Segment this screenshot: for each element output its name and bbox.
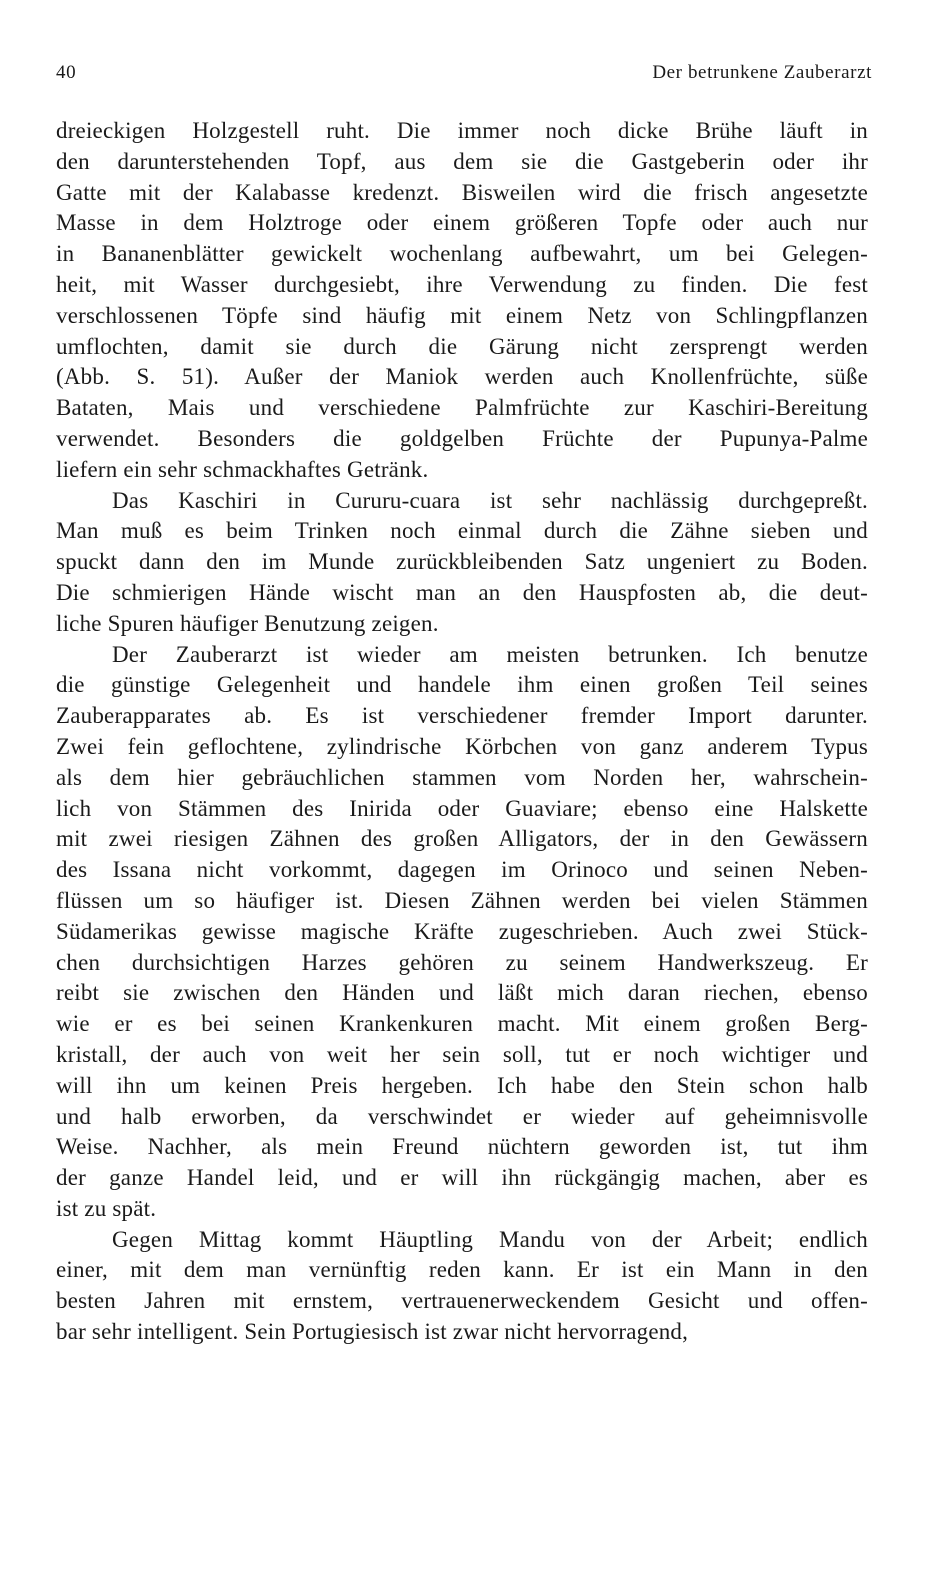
text-line: will ihn um keinen Preis hergeben. Ich habe den Stein schon halb	[56, 1072, 868, 1098]
text-line: (Abb. S. 51). Außer der Maniok werden auch Knollenfrüchte, süße	[56, 364, 868, 390]
text-line: kristall, der auch von weit her sein soll, tut er noch wichtiger und	[56, 1041, 868, 1067]
text-line: liefern ein sehr schmackhaftes Getränk.	[56, 456, 429, 482]
text-line: Gatte mit der Kalabasse kredenzt. Bisweilen wird die frisch angesetzte	[56, 179, 868, 205]
paragraph	[56, 1225, 868, 1348]
text-line: Zwei fein geflochtene, zylindrische Körbchen von ganz anderem Typus	[56, 733, 868, 759]
text-line: spuckt dann den im Munde zurückbleibenden Satz ungeniert zu Boden.	[56, 549, 868, 575]
text-line: die günstige Gelegenheit und handele ihm einen großen Teil seines	[56, 672, 868, 698]
running-head	[56, 62, 872, 88]
text-line: Südamerikas gewisse magische Kräfte zugeschrieben. Auch zwei Stück-	[56, 918, 868, 944]
paragraph	[56, 116, 868, 486]
text-line: mit zwei riesigen Zähnen des großen Alligators, der in den Gewässern	[56, 826, 868, 852]
text-line: Bataten, Mais und verschiedene Palmfrüchte zur Kaschiri-Bereitung	[56, 395, 868, 421]
text-line: verwendet. Besonders die goldgelben Früchte der Pupunya-Palme	[56, 425, 868, 451]
text-line: lich von Stämmen des Inirida oder Guaviare; ebenso eine Halskette	[56, 795, 868, 821]
text-line: Der Zauberarzt ist wieder am meisten betrunken. Ich benutze	[112, 641, 868, 667]
body-text	[56, 116, 868, 1348]
text-line: Das Kaschiri in Cururu-cuara ist sehr nachlässig durchgepreßt.	[112, 487, 868, 513]
text-line: Zauberapparates ab. Es ist verschiedener fremder Import darunter.	[56, 703, 868, 729]
text-line: umflochten, damit sie durch die Gärung nicht zersprengt werden	[56, 333, 868, 359]
running-title: Der betrunkene Zauberarzt	[652, 62, 872, 83]
text-line: ist zu spät.	[56, 1195, 157, 1221]
text-line: Weise. Nachher, als mein Freund nüchtern geworden ist, tut ihm	[56, 1134, 868, 1160]
text-line: in Bananenblätter gewickelt wochenlang aufbewahrt, um bei Gelegen-	[56, 241, 868, 267]
text-line: dreieckigen Holzgestell ruht. Die immer noch dicke Brühe läuft in	[56, 118, 868, 143]
text-line: des Issana nicht vorkommt, dagegen im Orinoco und seinen Neben-	[56, 857, 868, 883]
text-line: verschlossenen Töpfe sind häufig mit einem Netz von Schlingpflanzen	[56, 302, 868, 328]
text-line: als dem hier gebräuchlichen stammen vom Norden her, wahrschein-	[56, 764, 868, 790]
text-line: chen durchsichtigen Harzes gehören zu seinem Handwerkszeug. Er	[56, 949, 868, 975]
text-line: der ganze Handel leid, und er will ihn rückgängig machen, aber es	[56, 1165, 868, 1191]
text-line: Man muß es beim Trinken noch einmal durch die Zähne sieben und	[56, 518, 868, 544]
text-line: besten Jahren mit ernstem, vertrauenerweckendem Gesicht und offen-	[56, 1288, 868, 1314]
paragraph	[56, 486, 868, 640]
text-line: und halb erworben, da verschwindet er wieder auf geheimnisvolle	[56, 1103, 868, 1129]
text-line: heit, mit Wasser durchgesiebt, ihre Verwendung zu finden. Die fest	[56, 271, 868, 297]
text-line: reibt sie zwischen den Händen und läßt mich daran riechen, ebenso	[56, 980, 868, 1006]
text-line: bar sehr intelligent. Sein Portugiesisch ist zwar nicht hervorragend,	[56, 1319, 689, 1345]
text-line: den darunterstehenden Topf, aus dem sie die Gastgeberin oder ihr	[56, 148, 868, 174]
text-line: flüssen um so häufiger ist. Diesen Zähnen werden bei vielen Stämmen	[56, 887, 868, 913]
text-line: wie er es bei seinen Krankenkuren macht. Mit einem großen Berg-	[56, 1011, 868, 1037]
text-line: Masse in dem Holztroge oder einem größeren Topfe oder auch nur	[56, 210, 868, 236]
text-line: Gegen Mittag kommt Häuptling Mandu von der Arbeit; endlich	[112, 1226, 868, 1252]
page-number: 40	[56, 62, 77, 83]
text-line: liche Spuren häufiger Benutzung zeigen.	[56, 610, 439, 636]
text-line: einer, mit dem man vernünftig reden kann. Er ist ein Mann in den	[56, 1257, 868, 1283]
text-line: Die schmierigen Hände wischt man an den Hauspfosten ab, die deut-	[56, 579, 868, 605]
paragraph	[56, 640, 868, 1225]
